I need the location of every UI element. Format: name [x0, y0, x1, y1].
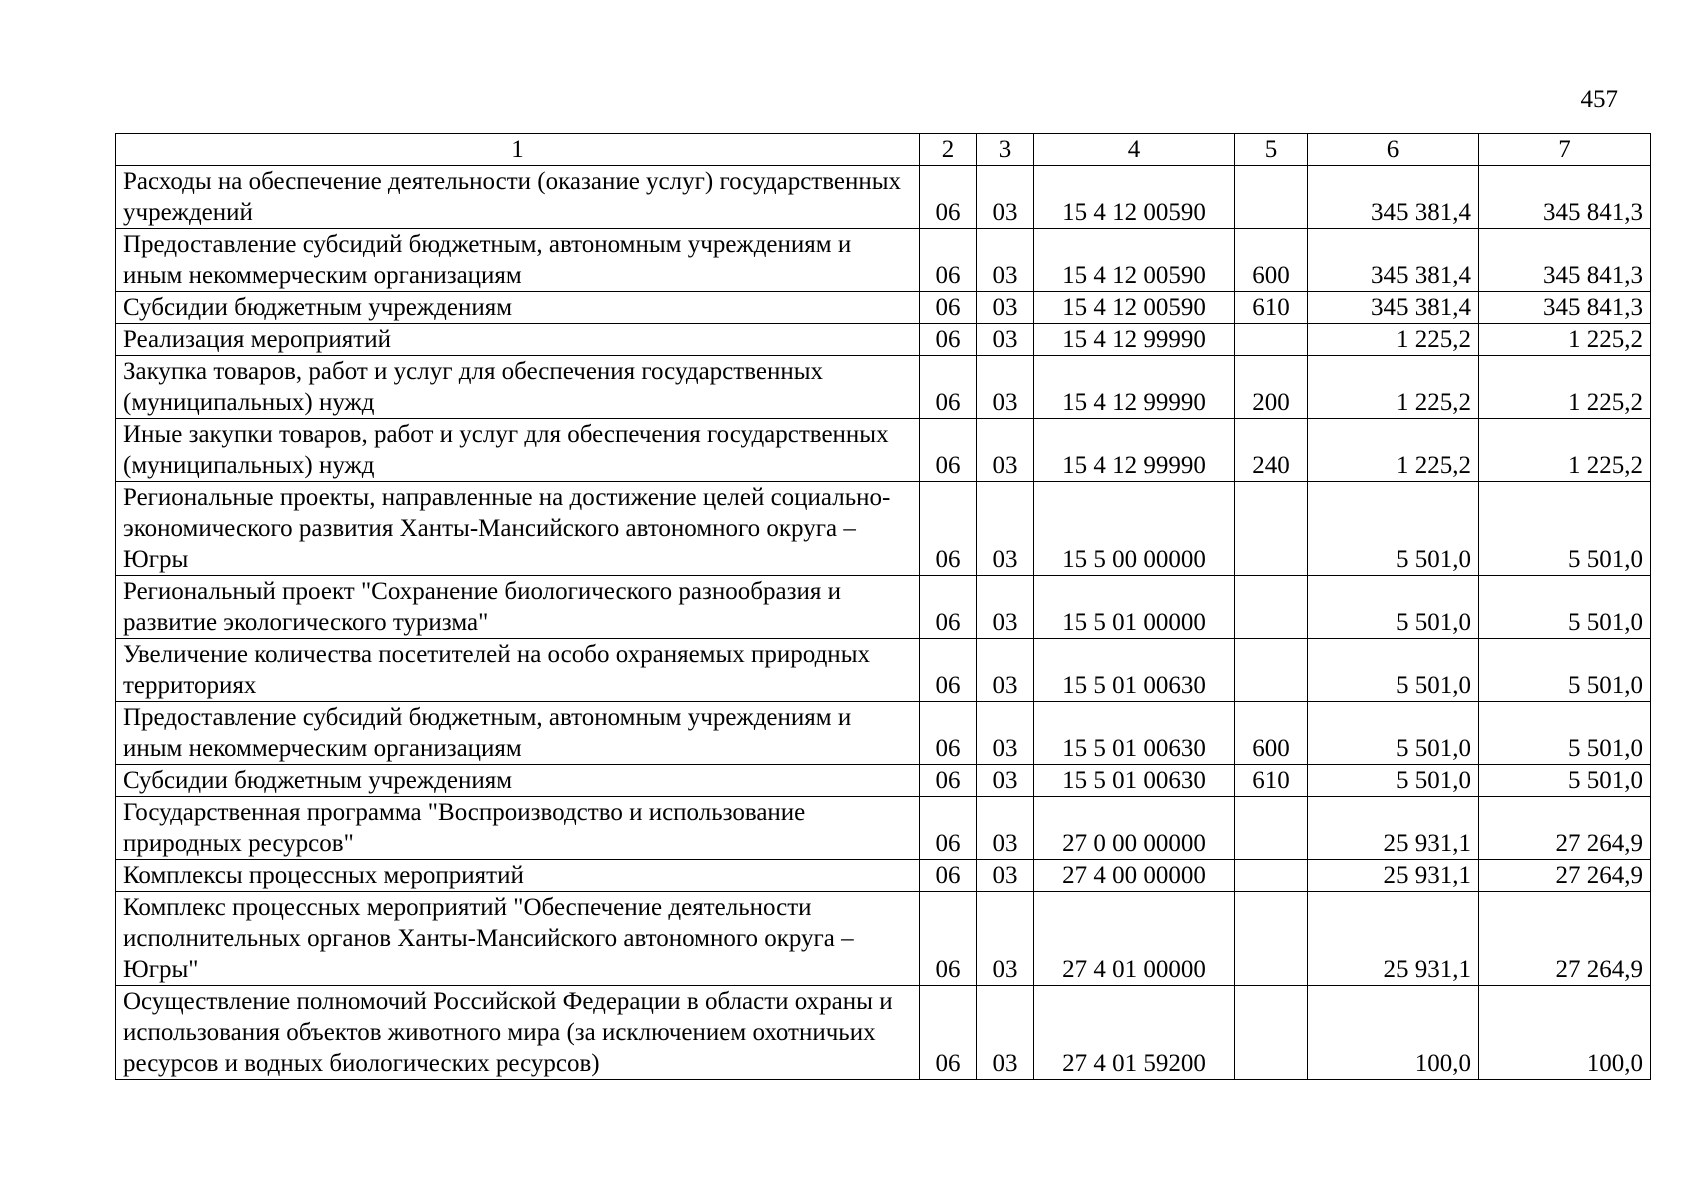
target-article-cell: 15 4 12 99990	[1034, 419, 1235, 482]
amount-col7-cell: 27 264,9	[1479, 797, 1651, 860]
table-row	[116, 765, 1651, 797]
row-name-cell: Предоставление субсидий бюджетным, автономным учреждениям и иным некоммерческим организациям	[116, 702, 920, 765]
amount-col7-cell: 1 225,2	[1479, 419, 1651, 482]
amount-col7-cell: 1 225,2	[1479, 324, 1651, 356]
subsection-code-cell: 03	[977, 482, 1034, 576]
table-row	[116, 797, 1651, 860]
row-name-cell: Реализация мероприятий	[116, 324, 920, 356]
subsection-code-cell: 03	[977, 639, 1034, 702]
row-name-cell: Увеличение количества посетителей на особо охраняемых природных территориях	[116, 639, 920, 702]
table-row	[116, 229, 1651, 292]
section-code-cell: 06	[920, 292, 977, 324]
target-article-cell: 15 4 12 00590	[1034, 292, 1235, 324]
amount-col6-cell: 345 381,4	[1308, 229, 1479, 292]
column-header: 7	[1479, 134, 1651, 166]
target-article-cell: 15 4 12 00590	[1034, 229, 1235, 292]
target-article-cell: 27 4 01 00000	[1034, 892, 1235, 986]
expense-type-cell: 600	[1235, 702, 1308, 765]
row-name-cell: Государственная программа "Воспроизводство и использование природных ресурсов"	[116, 797, 920, 860]
table-row	[116, 292, 1651, 324]
expense-type-cell	[1235, 166, 1308, 229]
row-name-cell: Закупка товаров, работ и услуг для обеспечения государственных (муниципальных) нужд	[116, 356, 920, 419]
expense-type-cell: 600	[1235, 229, 1308, 292]
target-article-cell: 15 5 00 00000	[1034, 482, 1235, 576]
section-code-cell: 06	[920, 324, 977, 356]
amount-col7-cell: 345 841,3	[1479, 292, 1651, 324]
amount-col6-cell: 1 225,2	[1308, 324, 1479, 356]
row-name-cell: Осуществление полномочий Российской Федерации в области охраны и использования объектов животного мира (за исключением охотничьих ресурсов и водных биологических ресурсов)	[116, 986, 920, 1080]
amount-col6-cell: 1 225,2	[1308, 356, 1479, 419]
column-header: 3	[977, 134, 1034, 166]
expense-type-cell	[1235, 860, 1308, 892]
target-article-cell: 27 4 01 59200	[1034, 986, 1235, 1080]
expense-type-cell	[1235, 576, 1308, 639]
section-code-cell: 06	[920, 419, 977, 482]
section-code-cell: 06	[920, 860, 977, 892]
section-code-cell: 06	[920, 702, 977, 765]
column-header: 5	[1235, 134, 1308, 166]
section-code-cell: 06	[920, 576, 977, 639]
subsection-code-cell: 03	[977, 324, 1034, 356]
budget-table	[115, 133, 1651, 1080]
subsection-code-cell: 03	[977, 702, 1034, 765]
row-name-cell: Региональный проект "Сохранение биологического разнообразия и развитие экологического туризма"	[116, 576, 920, 639]
subsection-code-cell: 03	[977, 166, 1034, 229]
expense-type-cell	[1235, 639, 1308, 702]
table-row	[116, 986, 1651, 1080]
amount-col6-cell: 25 931,1	[1308, 860, 1479, 892]
target-article-cell: 15 4 12 99990	[1034, 324, 1235, 356]
subsection-code-cell: 03	[977, 860, 1034, 892]
subsection-code-cell: 03	[977, 986, 1034, 1080]
section-code-cell: 06	[920, 229, 977, 292]
row-name-cell: Расходы на обеспечение деятельности (оказание услуг) государственных учреждений	[116, 166, 920, 229]
table-row	[116, 166, 1651, 229]
expense-type-cell	[1235, 892, 1308, 986]
subsection-code-cell: 03	[977, 419, 1034, 482]
table-row	[116, 576, 1651, 639]
amount-col6-cell: 5 501,0	[1308, 765, 1479, 797]
amount-col6-cell: 5 501,0	[1308, 639, 1479, 702]
expense-type-cell	[1235, 324, 1308, 356]
column-header: 4	[1034, 134, 1235, 166]
amount-col7-cell: 5 501,0	[1479, 482, 1651, 576]
amount-col7-cell: 345 841,3	[1479, 166, 1651, 229]
subsection-code-cell: 03	[977, 229, 1034, 292]
row-name-cell: Комплексы процессных мероприятий	[116, 860, 920, 892]
row-name-cell: Комплекс процессных мероприятий "Обеспечение деятельности исполнительных органов Ханты-Мансийского автономного округа – Югры"	[116, 892, 920, 986]
expense-type-cell: 200	[1235, 356, 1308, 419]
amount-col7-cell: 5 501,0	[1479, 765, 1651, 797]
subsection-code-cell: 03	[977, 292, 1034, 324]
subsection-code-cell: 03	[977, 797, 1034, 860]
target-article-cell: 15 4 12 99990	[1034, 356, 1235, 419]
row-name-cell: Субсидии бюджетным учреждениям	[116, 292, 920, 324]
amount-col6-cell: 25 931,1	[1308, 892, 1479, 986]
subsection-code-cell: 03	[977, 765, 1034, 797]
subsection-code-cell: 03	[977, 576, 1034, 639]
amount-col7-cell: 1 225,2	[1479, 356, 1651, 419]
target-article-cell: 27 0 00 00000	[1034, 797, 1235, 860]
expense-type-cell: 610	[1235, 292, 1308, 324]
section-code-cell: 06	[920, 639, 977, 702]
target-article-cell: 15 5 01 00630	[1034, 639, 1235, 702]
expense-type-cell: 240	[1235, 419, 1308, 482]
table-row	[116, 892, 1651, 986]
amount-col6-cell: 5 501,0	[1308, 482, 1479, 576]
amount-col7-cell: 100,0	[1479, 986, 1651, 1080]
amount-col6-cell: 5 501,0	[1308, 576, 1479, 639]
amount-col6-cell: 25 931,1	[1308, 797, 1479, 860]
section-code-cell: 06	[920, 356, 977, 419]
amount-col7-cell: 345 841,3	[1479, 229, 1651, 292]
target-article-cell: 15 5 01 00000	[1034, 576, 1235, 639]
amount-col6-cell: 345 381,4	[1308, 292, 1479, 324]
amount-col7-cell: 5 501,0	[1479, 639, 1651, 702]
table-row	[116, 482, 1651, 576]
row-name-cell: Региональные проекты, направленные на достижение целей социально-экономического развития Ханты-Мансийского автономного округа – Югры	[116, 482, 920, 576]
subsection-code-cell: 03	[977, 892, 1034, 986]
amount-col6-cell: 100,0	[1308, 986, 1479, 1080]
row-name-cell: Предоставление субсидий бюджетным, автономным учреждениям и иным некоммерческим организациям	[116, 229, 920, 292]
table-row	[116, 702, 1651, 765]
target-article-cell: 15 4 12 00590	[1034, 166, 1235, 229]
section-code-cell: 06	[920, 765, 977, 797]
header-row	[116, 134, 1651, 166]
target-article-cell: 15 5 01 00630	[1034, 765, 1235, 797]
section-code-cell: 06	[920, 797, 977, 860]
section-code-cell: 06	[920, 986, 977, 1080]
section-code-cell: 06	[920, 892, 977, 986]
amount-col7-cell: 27 264,9	[1479, 892, 1651, 986]
section-code-cell: 06	[920, 482, 977, 576]
target-article-cell: 15 5 01 00630	[1034, 702, 1235, 765]
amount-col7-cell: 5 501,0	[1479, 702, 1651, 765]
table-row	[116, 356, 1651, 419]
column-header: 2	[920, 134, 977, 166]
section-code-cell: 06	[920, 166, 977, 229]
expense-type-cell	[1235, 797, 1308, 860]
amount-col7-cell: 5 501,0	[1479, 576, 1651, 639]
amount-col6-cell: 1 225,2	[1308, 419, 1479, 482]
expense-type-cell	[1235, 986, 1308, 1080]
table-row	[116, 324, 1651, 356]
table-row	[116, 639, 1651, 702]
amount-col6-cell: 5 501,0	[1308, 702, 1479, 765]
page-number: 457	[1580, 86, 1618, 113]
table-row	[116, 860, 1651, 892]
row-name-cell: Субсидии бюджетным учреждениям	[116, 765, 920, 797]
expense-type-cell: 610	[1235, 765, 1308, 797]
table-row	[116, 419, 1651, 482]
row-name-cell: Иные закупки товаров, работ и услуг для обеспечения государственных (муниципальных) нужд	[116, 419, 920, 482]
subsection-code-cell: 03	[977, 356, 1034, 419]
column-header: 1	[116, 134, 920, 166]
amount-col7-cell: 27 264,9	[1479, 860, 1651, 892]
expense-type-cell	[1235, 482, 1308, 576]
target-article-cell: 27 4 00 00000	[1034, 860, 1235, 892]
column-header: 6	[1308, 134, 1479, 166]
amount-col6-cell: 345 381,4	[1308, 166, 1479, 229]
